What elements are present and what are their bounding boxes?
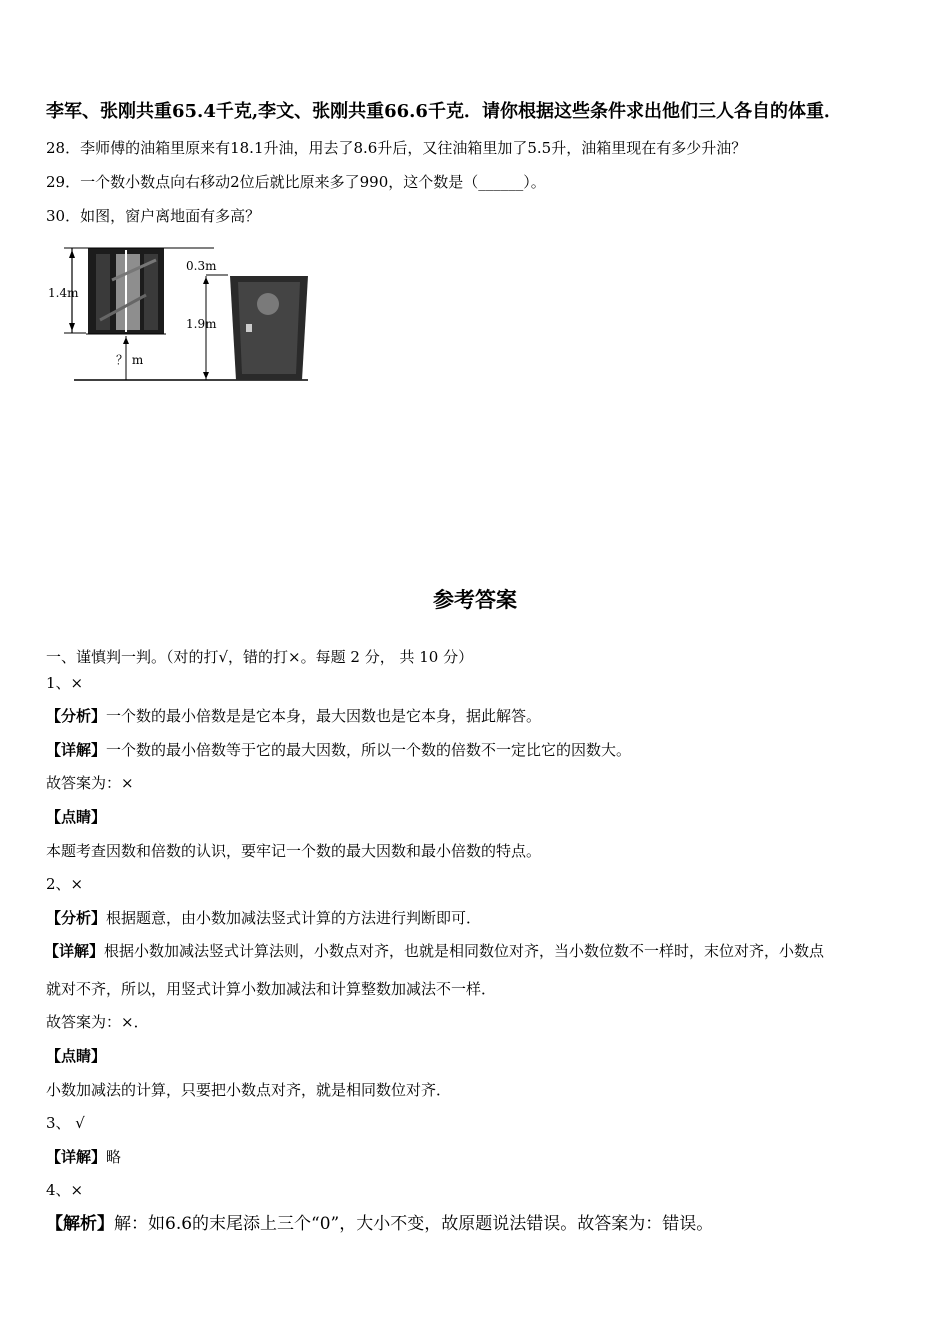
answer-2-analysis	[46, 908, 481, 928]
question-30: 30．如图，窗户离地面有多高？	[46, 207, 261, 225]
answer-4-number: 4、×	[46, 1181, 84, 1199]
detail-text: 根据小数加减法竖式计算法则，小数点对齐，也就是相同数位对齐，当小数位数不一样时，末位对齐，小数点	[104, 942, 825, 960]
detail-tag: 【详解】	[46, 1148, 107, 1166]
answer-4-explanation	[46, 1212, 713, 1236]
analysis-tag: 【分析】	[46, 707, 107, 725]
answer-2-comment-tag: 【点睛】	[46, 1047, 107, 1065]
answer-2-comment: 小数加减法的计算，只要把小数点对齐，就是相同数位对齐．	[46, 1081, 452, 1099]
answer-2-detail-cont: 就对不齐，所以，用竖式计算小数加减法和计算整数加减法不一样．	[46, 980, 497, 998]
answer-1-analysis	[46, 706, 541, 726]
explanation-tag: 【解析】	[46, 1214, 114, 1234]
question-27-text: 李军、张刚共重65.4千克,李文、张刚共重66.6千克．请你根据这些条件求出他们三人各自的体重．	[46, 101, 842, 122]
answer-2-number: 2、×	[46, 875, 84, 893]
detail-text: 一个数的最小倍数等于它的最大因数，所以一个数的倍数不一定比它的因数大。	[106, 741, 632, 759]
detail-tag: 【详解】	[46, 741, 107, 759]
question-28: 28．李师傅的油箱里原来有18.1升油，用去了8.6升后，又往油箱里加了5.5升，油箱里现在有多少升油？	[46, 139, 747, 157]
answer-3-detail	[46, 1147, 121, 1167]
answers-title: 参考答案	[433, 588, 517, 612]
detail-text: 略	[106, 1148, 122, 1166]
analysis-tag: 【分析】	[46, 909, 107, 927]
question-29: 29．一个数小数点向右移动2位后就比原来多了990，这个数是（______）。	[46, 173, 546, 191]
answer-1-comment: 本题考查因数和倍数的认识，要牢记一个数的最大因数和最小倍数的特点。	[46, 842, 542, 860]
answer-1-number: 1、×	[46, 674, 84, 692]
label-unknown-height: ？ m	[116, 353, 144, 367]
answer-1-comment-tag: 【点睛】	[46, 808, 107, 826]
analysis-text: 根据题意，由小数加减法竖式计算的方法进行判断即可．	[106, 909, 482, 927]
section-1-heading: 一、谨慎判一判。（对的打√，错的打×。每题 2 分， 共 10 分）	[46, 648, 474, 666]
label-window-height: 1.4m	[48, 286, 79, 300]
answer-1-detail	[46, 740, 631, 760]
explanation-text: 解：如6.6的末尾添上三个“0”，大小不变，故原题说法错误。故答案为：错误。	[114, 1214, 714, 1234]
label-gap: 0.3m	[186, 259, 217, 273]
answer-2-result: 故答案为：×．	[46, 1013, 149, 1031]
detail-tag: 【详解】	[44, 942, 105, 960]
answer-3-number: 3、 √	[46, 1114, 85, 1132]
window-door-figure	[46, 240, 316, 385]
answer-1-result: 故答案为：×	[46, 774, 134, 792]
answer-2-detail	[44, 941, 824, 961]
analysis-text: 一个数的最小倍数是是它本身，最大因数也是它本身，据此解答。	[106, 707, 542, 725]
label-door-height: 1.9m	[186, 317, 217, 331]
